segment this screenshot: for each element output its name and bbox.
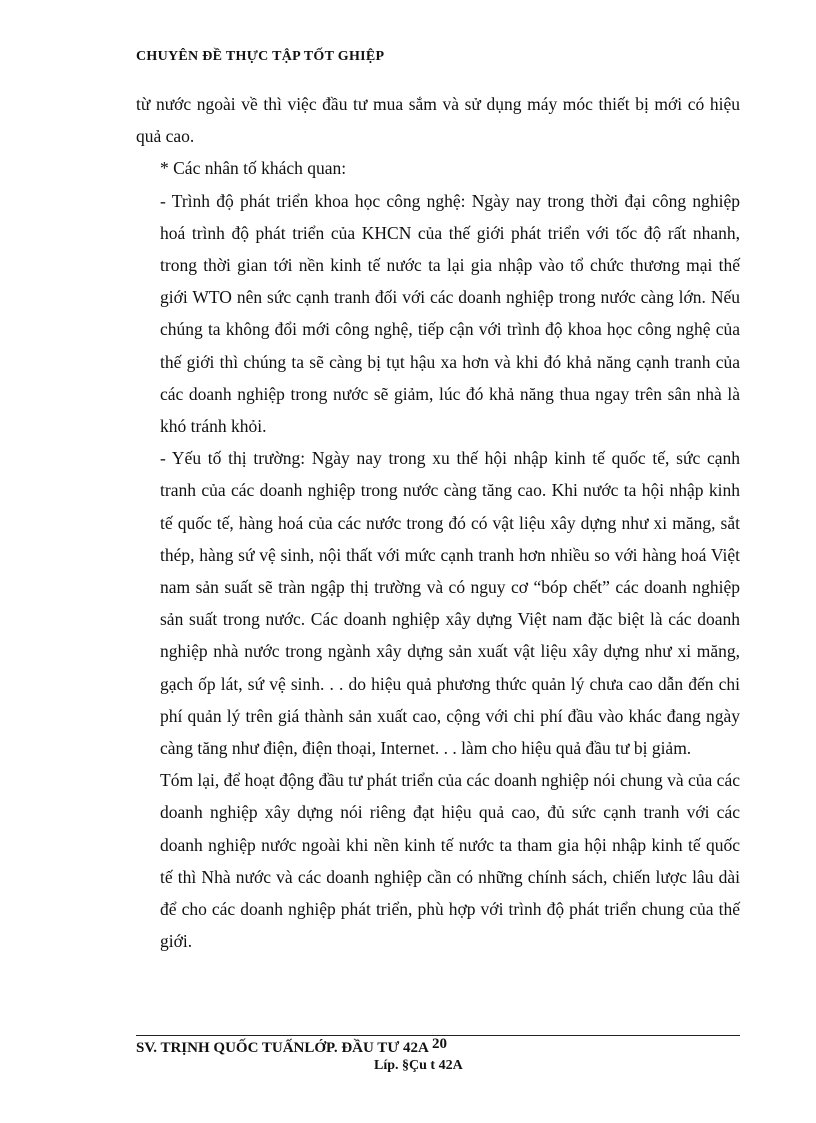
- document-body: [136, 88, 740, 957]
- paragraph-continuation: từ nước ngoài về thì việc đầu tư mua sắm và sử dụng máy móc thiết bị mới có hiệu quả cao.: [136, 94, 740, 147]
- footer-class-line: Líp. §Çu t 42A: [374, 1058, 463, 1073]
- page-header: CHUYÊN ĐỀ THỰC TẬP TỐT GHIỆP: [136, 49, 385, 64]
- footer-student-line: SV. TRỊNH QUỐC TUẤNLỚP. ĐẦU TƯ 42A: [136, 1040, 429, 1056]
- paragraph-technology: - Trình độ phát triển khoa học công nghệ: Ngày nay trong thời đại công nghiệp hoá trình độ phát triển của KHCN của thế giới phát triển với tốc độ rất nhanh, trong thời gian tới nền kinh tế nước ta lại gia nhập vào tổ chức thương mại thế giới WTO nên sức cạnh tranh đối với các doanh nghiệp trong nước càng lớn. Nếu chúng ta không đổi mới công nghệ, tiếp cận với trình độ khoa học công nghệ của thế giới thì chúng ta sẽ càng bị tụt hậu xa hơn và khi đó khả năng cạnh tranh của các doanh nghiệp trong nước sẽ giảm, lúc đó khả năng thua ngay trên sân nhà là khó tránh khỏi.: [160, 190, 740, 437]
- paragraph-market: - Yếu tố thị trường: Ngày nay trong xu thế hội nhập kinh tế quốc tế, sức cạnh tranh của các doanh nghiệp trong nước càng tăng cao. Khi nước ta hội nhập kinh tế quốc tế, hàng hoá của các nước trong đó có vật liệu xây dựng như xi măng, sắt thép, hàng sứ vệ sinh, nội thất với mức cạnh tranh hơn nhiều so với hàng hoá Việt nam sản suất sẽ tràn ngập thị trường và có nguy cơ “bóp chết” các doanh nghiệp sản suất trong nước. Các doanh nghiệp xây dựng Việt nam đặc biệt là các doanh nghiệp nhà nước trong ngành xây dựng sản xuất vật liệu xây dựng như xi măng, gạch ốp lát, sứ vệ sinh. . . do hiệu quả phương thức quản lý chưa cao dẫn đến chi phí quản lý trên giá thành sản xuất cao, cộng với chi phí đầu vào khác đang ngày càng tăng như điện, điện thoại, Internet. . . làm cho hiệu quả đầu tư bị giảm.: [160, 448, 740, 759]
- page-number: 20: [432, 1036, 447, 1052]
- paragraph-conclusion: Tóm lại, để hoạt động đầu tư phát triển của các doanh nghiệp nói chung và của các doanh nghiệp xây dựng nói riêng đạt hiệu quả cao, đủ sức cạnh tranh với các doanh nghiệp nước ngoài khi nền kinh tế nước ta tham gia hội nhập kinh tế quốc tế thì Nhà nước và các doanh nghiệp cần có những chính sách, chiến lược lâu dài để cho các doanh nghiệp phát triển, phù hợp với trình độ phát triển chung của thế giới.: [160, 770, 740, 952]
- section-heading-objective-factors: * Các nhân tố khách quan:: [160, 158, 347, 179]
